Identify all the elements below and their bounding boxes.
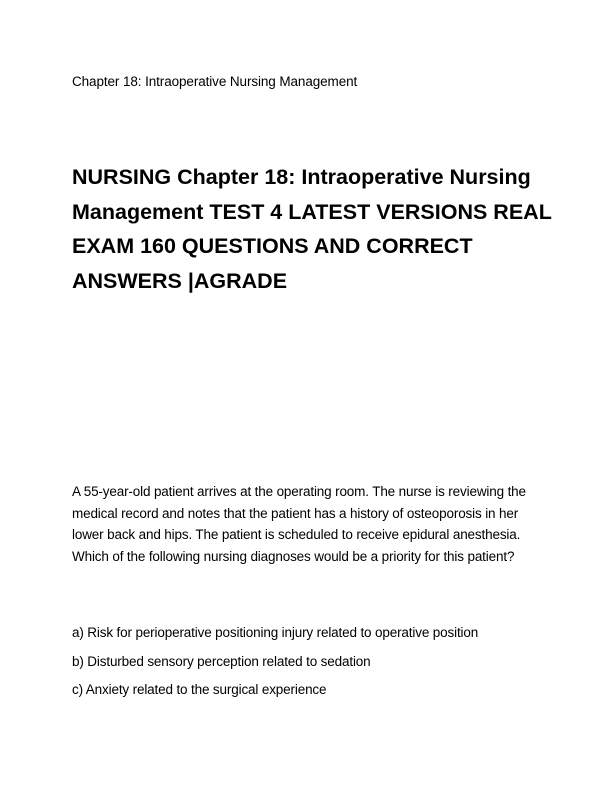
document-title: NURSING Chapter 18: Intraoperative Nursing Management TEST 4 LATEST VERSIONS REAL EXAM 160 QUESTIONS AND CORRECT ANSWERS |AGRADE — [72, 165, 552, 293]
answer-option-b: b) Disturbed sensory perception related to sedation — [72, 653, 371, 669]
running-header: Chapter 18: Intraoperative Nursing Management — [72, 74, 358, 89]
answer-option-a: a) Risk for perioperative positioning injury related to operative position — [72, 625, 479, 640]
answer-option-c: c) Anxiety related to the surgical experience — [72, 682, 327, 697]
answer-options-list — [72, 622, 552, 708]
question-text: A 55-year-old patient arrives at the operating room. The nurse is reviewing the medical record and notes that the patient has a history of osteoporosis in her lower back and hips. The patient is scheduled to receive epidural anesthesia. Which of the following nursing diagnoses would be a priority for this patient? — [72, 484, 526, 564]
